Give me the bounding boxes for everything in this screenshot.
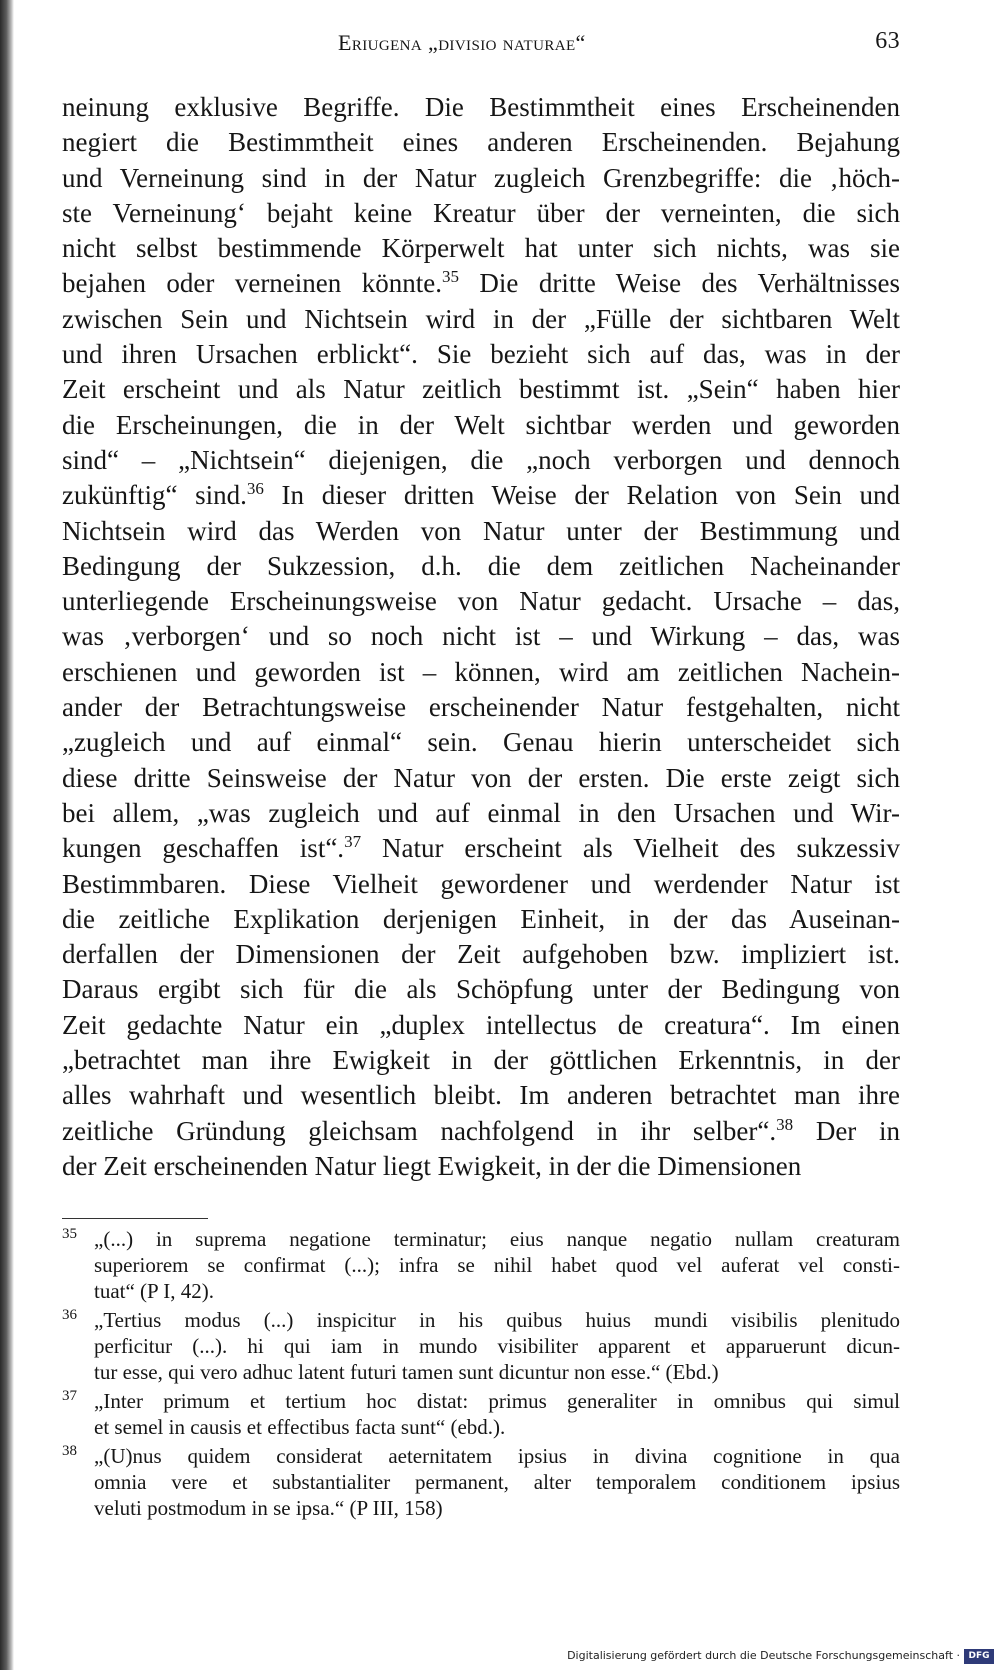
text-line: kungen geschaffen ist“.$^{37}$ Natur erscheint als Vielheit des sukzessiv — [62, 832, 900, 864]
main-text — [62, 90, 900, 1184]
footnote-line: omnia vere et substantialiter permanent, alter temporalem conditionem ipsius — [94, 1470, 900, 1494]
footnote — [62, 1388, 900, 1440]
footnote-line: „Tertius modus (...) inspicitur in his quibus huius mundi visibilis plenitudo — [94, 1308, 900, 1332]
footnote-line: veluti postmodum in se ipsa.“ (P III, 158) — [94, 1496, 443, 1520]
page-number: 63 — [875, 28, 900, 54]
text-line: negiert die Bestimmtheit eines anderen Erscheinenden. Bejahung — [62, 127, 900, 158]
text-line: neinung exklusive Begriffe. Die Bestimmtheit eines Erscheinenden — [62, 92, 900, 122]
text-line: erschienen und geworden ist – können, wird am zeitlichen Nachein- — [62, 656, 900, 687]
footnote — [62, 1443, 900, 1521]
footnotes — [62, 1226, 900, 1524]
text-line: der Zeit erscheinenden Natur liegt Ewigkeit, in der die Dimensionen — [62, 1150, 802, 1181]
text-line: die zeitliche Explikation derjenigen Einheit, in der das Auseinan- — [62, 903, 900, 934]
footnote-ref: 35 — [441, 267, 459, 287]
footnote-ref: 36 — [246, 479, 264, 499]
text-line: „zugleich und auf einmal“ sein. Genau hierin unterscheidet sich — [62, 727, 900, 758]
text-line: alles wahrhaft und wesentlich bleibt. Im anderen betrachtet man ihre — [62, 1080, 900, 1111]
text-line: was ‚verborgen‘ und so noch nicht ist – und Wirkung – das, was — [62, 621, 900, 652]
text-line: Daraus ergibt sich für die als Schöpfung unter der Bedingung von — [62, 974, 900, 1005]
footnote-line: perficitur (...). hi qui iam in mundo visibiliter apparent et apparuerunt dicun- — [94, 1334, 900, 1358]
footnote — [62, 1307, 900, 1385]
text-line: zeitliche Gründung gleichsam nachfolgend in ihr selber“.$^{38}$ Der in — [62, 1114, 900, 1146]
footnote-line: „(U)nus quidem considerat aeternitatem ipsius in divina cognitione in qua — [94, 1444, 900, 1468]
text-line: unterliegende Erscheinungsweise von Natur gedacht. Ursache – das, — [62, 586, 900, 617]
footnote-separator — [62, 1218, 208, 1219]
text-line: diese dritte Seinsweise der Natur von der ersten. Die erste zeigt sich — [62, 762, 900, 793]
footnote-ref: 37 — [344, 832, 362, 852]
text-line: Bedingung der Sukzession, d.h. die dem zeitlichen Nacheinander — [62, 550, 900, 581]
footnote-line: tur esse, qui vero adhuc latent futuri tamen sunt dicuntur non esse.“ (Ebd.) — [94, 1360, 719, 1384]
footnote-line: superiorem se confirmat (...); infra se nihil habet quod vel auferat vel consti- — [94, 1253, 900, 1277]
text-line: Zeit gedachte Natur ein „duplex intellectus de creatura“. Im einen — [62, 1009, 900, 1040]
page-header — [62, 26, 900, 62]
footnote-line: „Inter primum et tertium hoc distat: primus generaliter in omnibus qui simul — [94, 1389, 900, 1413]
text-line: nicht selbst bestimmende Körperwelt hat unter sich nichts, was sie — [62, 233, 900, 264]
footnote-ref: 38 — [776, 1114, 794, 1134]
text-line: und ihren Ursachen erblickt“. Sie bezieht sich auf das, was in der — [62, 339, 900, 370]
text-line: ander der Betrachtungsweise erscheinender Natur festgehalten, nicht — [62, 692, 900, 723]
scan-binding-edge — [0, 0, 14, 1670]
footnote — [62, 1226, 900, 1304]
footnote-number: 37 — [62, 1388, 77, 1404]
text-line: sind“ – „Nichtsein“ diejenigen, die „noch verborgen und dennoch — [62, 444, 900, 475]
text-line: Zeit erscheint und als Natur zeitlich bestimmt ist. „Sein“ haben hier — [62, 374, 900, 405]
text-line: zwischen Sein und Nichtsein wird in der „Fülle der sichtbaren Welt — [62, 303, 900, 334]
text-line: zukünftig“ sind.$^{36}$ In dieser dritten Weise der Relation von Sein und — [62, 479, 900, 511]
text-line: bei allem, „was zugleich und auf einmal in den Ursachen und Wir- — [62, 797, 900, 828]
text-line: Nichtsein wird das Werden von Natur unter der Bestimmung und — [62, 515, 900, 546]
footnote-line: tuat“ (P I, 42). — [94, 1279, 214, 1303]
footnote-line: et semel in causis et effectibus facta sunt“ (ebd.). — [94, 1415, 506, 1439]
text-line: bejahen oder verneinen könnte.$^{35}$ Die dritte Weise des Verhältnisses — [62, 267, 900, 299]
running-title: Eriugena „divisio naturae“ — [338, 30, 586, 55]
text-line: und Verneinung sind in der Natur zugleich Grenzbegriffe: die ‚höch- — [62, 162, 900, 193]
text-line: „betrachtet man ihre Ewigkeit in der göttlichen Erkenntnis, in der — [62, 1045, 900, 1076]
text-line: derfallen der Dimensionen der Zeit aufgehoben bzw. impliziert ist. — [62, 939, 900, 970]
footnote-number: 38 — [62, 1443, 77, 1459]
dfg-logo: DFG — [964, 1649, 994, 1664]
text-line: Bestimmbaren. Diese Vielheit gewordener und werdender Natur ist — [62, 868, 900, 899]
footnote-number: 35 — [62, 1226, 77, 1242]
footnote-line: „(...) in suprema negatione terminatur; eius nanque negatio nullam creaturam — [94, 1227, 900, 1251]
digitization-credit: Digitalisierung gefördert durch die Deutsche Forschungsgemeinschaft · — [567, 1649, 960, 1662]
text-line: ste Verneinung‘ bejaht keine Kreatur über der verneinten, die sich — [62, 197, 900, 228]
text-line: die Erscheinungen, die in der Welt sichtbar werden und geworden — [62, 409, 900, 440]
footnote-number: 36 — [62, 1307, 77, 1323]
